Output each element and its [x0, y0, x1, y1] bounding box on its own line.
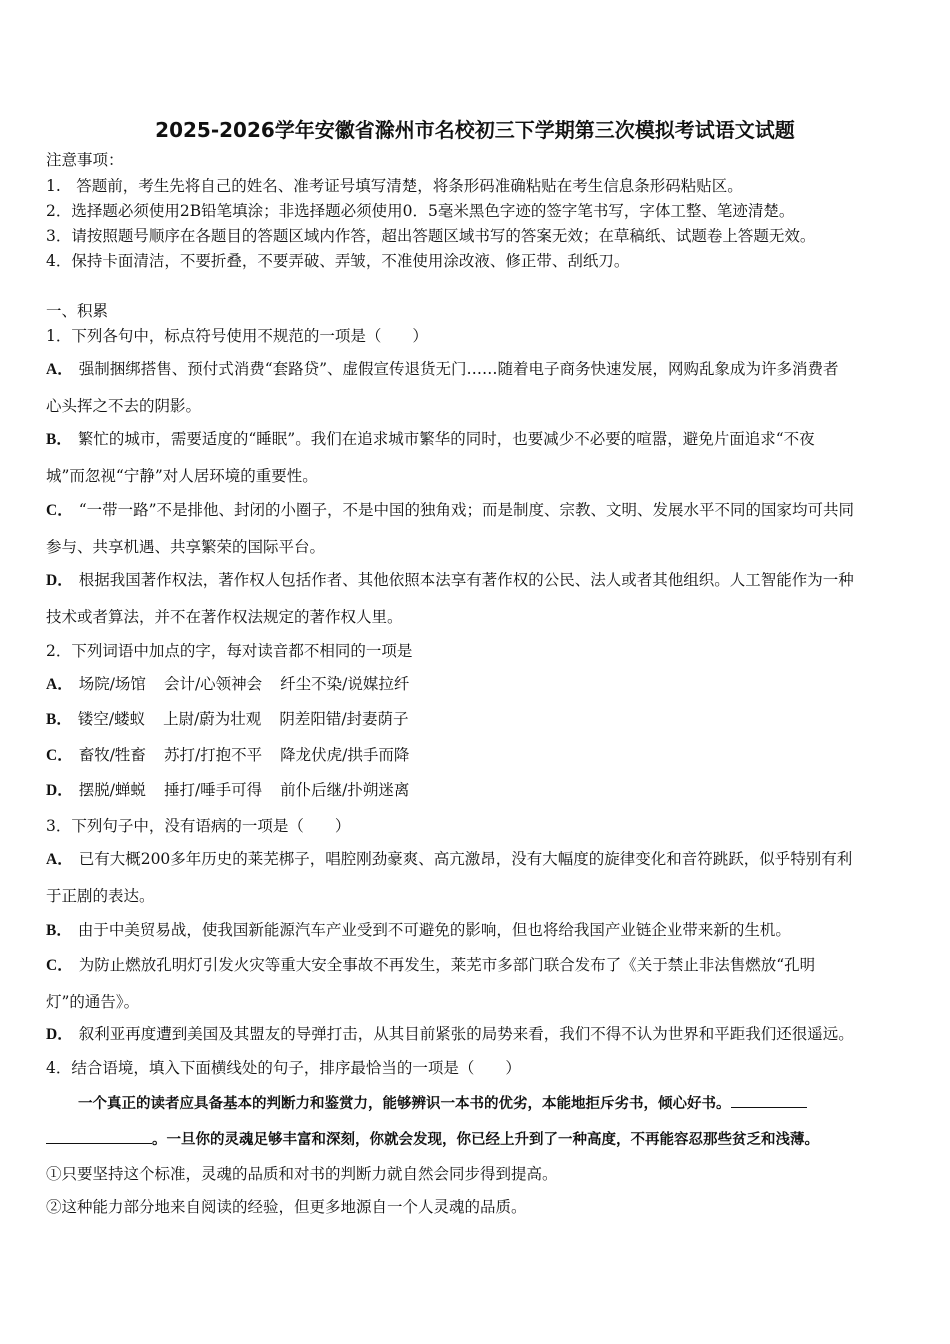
word-pair: 苏打/打抱不平 — [163, 746, 263, 764]
q3-option-d — [46, 1024, 854, 1045]
option-text: 由于中美贸易战，使我国新能源汽车产业受到不可避免的影响，但也将给我国产业链企业带来新的生机。 — [77, 921, 791, 939]
option-label: B． — [46, 922, 72, 939]
page-title: 2025-2026学年安徽省滁州市名校初三下学期第三次模拟考试语文试题 — [155, 118, 795, 142]
option-label: C． — [46, 747, 73, 764]
q2-option-c — [46, 745, 427, 766]
q1-option-b — [46, 429, 815, 450]
word-pair: 摆脱/蝉蜕 — [78, 781, 146, 799]
word-pair: 会计/心领神会 — [163, 675, 263, 693]
q1-option-a-cont: 心头挥之不去的阴影。 — [46, 397, 202, 415]
q2-option-d — [46, 780, 427, 801]
q1-option-c — [46, 500, 854, 521]
option-text: 已有大概200多年历史的莱芜梆子，唱腔刚劲豪爽、高亢激昂，没有大幅度的旋律变化和音符跳跃，似乎特别有利 — [78, 850, 853, 868]
word-pair: 镂空/蝼蚁 — [77, 710, 146, 728]
q3-option-b — [46, 920, 791, 941]
word-pair: 前仆后继/扑朔迷离 — [280, 781, 410, 799]
option-label: B． — [46, 431, 72, 448]
q1-option-d — [46, 570, 854, 591]
section-heading: 一、积累 — [46, 302, 109, 320]
option-label: A． — [46, 851, 73, 868]
option-label: C． — [46, 502, 73, 519]
word-pair: 纤尘不染/说媒拉纤 — [280, 675, 410, 693]
q4-sentence-2: ②这种能力部分地来自阅读的经验，但更多地源自一个人灵魂的品质。 — [46, 1198, 527, 1216]
q4-passage-line1 — [78, 1093, 807, 1114]
option-label: A． — [46, 361, 73, 378]
option-label: C． — [46, 957, 73, 974]
q3-option-a-cont: 于正剧的表达。 — [46, 887, 155, 905]
option-text: 为防止燃放孔明灯引发火灾等重大安全事故不再发生，莱芜市多部门联合发布了《关于禁止非法售燃放“孔明 — [78, 956, 816, 974]
option-label: D． — [46, 1026, 73, 1043]
q1-option-a — [46, 359, 839, 380]
option-label: D． — [46, 782, 73, 799]
q4-sentence-1: ①只要坚持这个标准，灵魂的品质和对书的判断力就自然会同步得到提高。 — [46, 1165, 558, 1183]
option-text: 根据我国著作权法，著作权人包括作者、其他依照本法享有著作权的公民、法人或者其他组织。人工智能作为一种 — [78, 571, 854, 589]
q4-passage-line2 — [46, 1129, 819, 1150]
q1-option-c-cont: 参与、共享机遇、共享繁荣的国际平台。 — [46, 538, 326, 556]
q3-option-a — [46, 849, 852, 870]
word-pair: 上尉/蔚为壮观 — [163, 710, 262, 728]
option-text: 繁忙的城市，需要适度的“睡眠”。我们在追求城市繁华的同时，也要减少不必要的喧嚣，避免片面追求“不夜 — [77, 430, 815, 448]
option-text: 叙利亚再度遭到美国及其盟友的导弹打击，从其目前紧张的局势来看，我们不得不认为世界和平距我们还很遥远。 — [78, 1025, 854, 1043]
answer-blank — [731, 1093, 807, 1108]
passage-text: 。一旦你的灵魂足够丰富和深刻，你就会发现，你已经上升到了一种高度，不再能容忍那些贫乏和浅薄。 — [152, 1131, 819, 1148]
q3-option-c-cont: 灯”的通告》。 — [46, 993, 140, 1011]
q3-option-c — [46, 955, 815, 976]
answer-blank — [46, 1129, 152, 1144]
notice-item: 3．请按照题号顺序在各题目的答题区域内作答，超出答题区域书写的答案无效；在草稿纸、试题卷上答题无效。 — [46, 227, 816, 245]
q2-option-a — [46, 674, 427, 695]
word-pair: 捶打/唾手可得 — [163, 781, 263, 799]
question-1-stem: 1．下列各句中，标点符号使用不规范的一项是（ ） — [46, 327, 428, 345]
option-label: A． — [46, 676, 73, 693]
question-4-stem: 4．结合语境，填入下面横线处的句子，排序最恰当的一项是（ ） — [46, 1059, 521, 1077]
word-pair: 场院/场馆 — [78, 675, 146, 693]
q2-option-b — [46, 709, 427, 730]
notice-heading: 注意事项： — [46, 151, 124, 169]
notice-item: 2．选择题必须使用2B铅笔填涂；非选择题必须使用0．5毫米黑色字迹的签字笔书写，字体工整、笔迹清楚。 — [46, 202, 795, 220]
q1-option-b-cont: 城”而忽视“宁静”对人居环境的重要性。 — [46, 467, 318, 485]
option-text: 强制捆绑搭售、预付式消费“套路贷”、虚假宣传退货无门……随着电子商务快速发展，网购乱象成为许多消费者 — [78, 360, 839, 378]
option-label: B． — [46, 711, 72, 728]
word-pair: 降龙伏虎/拱手而降 — [280, 746, 410, 764]
question-2-stem: 2．下列词语中加点的字，每对读音都不相同的一项是 — [46, 642, 413, 660]
notice-item: 4．保持卡面清洁，不要折叠，不要弄破、弄皱，不准使用涂改液、修正带、刮纸刀。 — [46, 252, 630, 270]
notice-item: 1. 答题前，考生先将自己的姓名、准考证号填写清楚，将条形码准确粘贴在考生信息条形码粘贴区。 — [46, 177, 743, 195]
question-3-stem: 3．下列句子中，没有语病的一项是（ ） — [46, 817, 351, 835]
word-pair: 畜牧/牲畜 — [78, 746, 146, 764]
option-label: D． — [46, 572, 73, 589]
option-text: “一带一路”不是排他、封闭的小圈子，不是中国的独角戏；而是制度、宗教、文明、发展水平不同的国家均可共同 — [78, 501, 855, 519]
passage-text: 一个真正的读者应具备基本的判断力和鉴赏力，能够辨识一本书的优劣，本能地拒斥劣书，倾心好书。 — [78, 1095, 731, 1112]
q1-option-d-cont: 技术或者算法，并不在著作权法规定的著作权人里。 — [46, 608, 403, 626]
word-pair: 阴差阳错/封妻荫子 — [279, 710, 409, 728]
